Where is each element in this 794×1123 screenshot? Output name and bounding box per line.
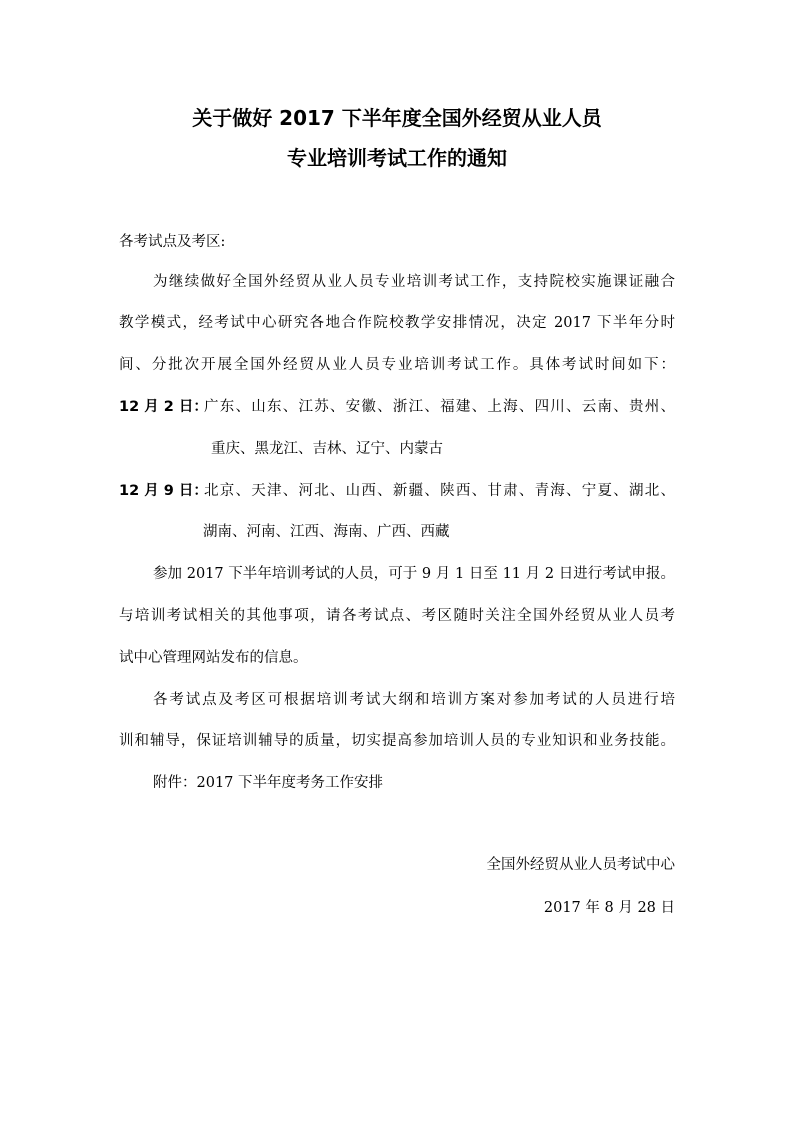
signature-date: 2017 年 8 月 28 日	[543, 900, 675, 916]
schedule-2-date-label: 12 月 9 日：	[119, 483, 208, 499]
schedule-1-regions-line-2: 重庆、黑龙江、吉林、辽宁、内蒙古	[211, 441, 443, 457]
paragraph-2-line-3: 试中心管理网站发布的信息。	[119, 650, 308, 666]
schedule-2-regions-line-1: 北京、天津、河北、山西、新疆、陕西、甘肃、青海、宁夏、湖北、	[204, 483, 675, 499]
schedule-1-regions-line-1: 广东、山东、江苏、安徽、浙江、福建、上海、四川、云南、贵州、	[204, 399, 675, 415]
signature-organization: 全国外经贸从业人员考试中心	[486, 857, 675, 873]
paragraph-1-line-1: 为继续做好全国外经贸从业人员专业培训考试工作，支持院校实施课证融合	[153, 274, 675, 290]
paragraph-3-line-1: 各考试点及考区可根据培训考试大纲和培训方案对参加考试的人员进行培	[153, 692, 675, 708]
schedule-2-regions-line-2: 湖南、河南、江西、海南、广西、西藏	[203, 524, 450, 540]
paragraph-1-line-3: 间、分批次开展全国外经贸从业人员专业培训考试工作。具体考试时间如下：	[119, 357, 675, 373]
paragraph-1-line-2: 教学模式，经考试中心研究各地合作院校教学安排情况，决定 2017 下半年分时	[119, 315, 675, 331]
attachment-note: 附件：2017 下半年度考务工作安排	[153, 775, 384, 791]
document-title-line-1: 关于做好 2017 下半年度全国外经贸从业人员	[192, 106, 602, 130]
paragraph-2-line-2: 与培训考试相关的其他事项，请各考试点、考区随时关注全国外经贸从业人员考	[119, 608, 675, 624]
salutation: 各考试点及考区:	[119, 234, 226, 250]
schedule-1-date-label: 12 月 2 日：	[119, 399, 208, 415]
document-title-line-2: 专业培训考试工作的通知	[287, 146, 507, 170]
paragraph-2-line-1: 参加 2017 下半年培训考试的人员，可于 9 月 1 日至 11 月 2 日进行考试申报。	[153, 566, 675, 582]
paragraph-3-line-2: 训和辅导，保证培训辅导的质量，切实提高参加培训人员的专业知识和业务技能。	[119, 733, 675, 749]
